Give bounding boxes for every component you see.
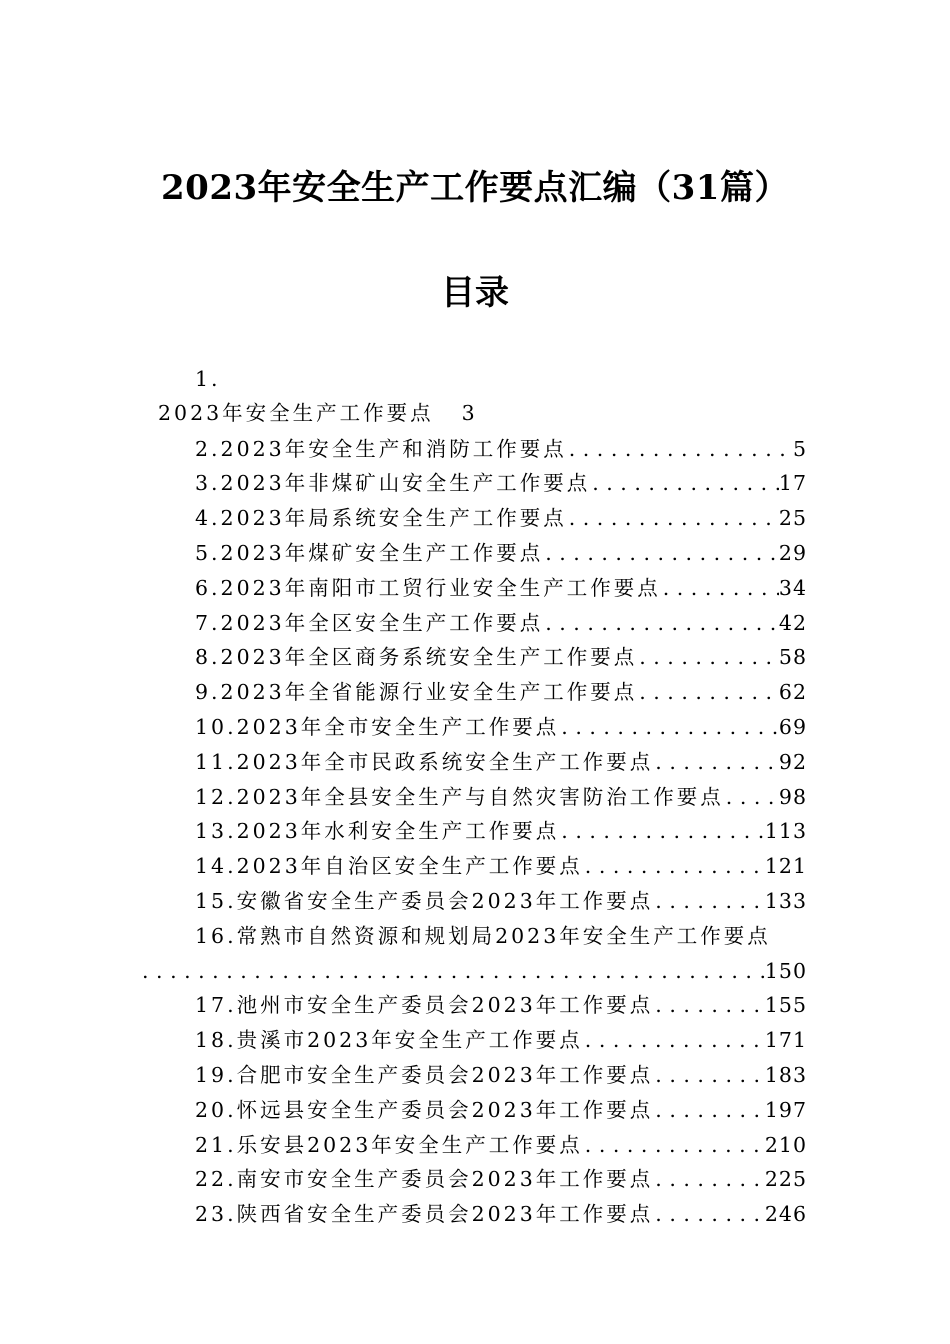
- toc-entry[interactable]: [195, 1023, 807, 1057]
- toc-entry-page: 171: [764, 1028, 807, 1053]
- toc-leader-dots: [590, 466, 779, 500]
- toc-entry-page: 42: [778, 610, 807, 635]
- toc-leader-dots: [567, 432, 793, 466]
- toc-entry-page: 133: [764, 889, 807, 913]
- toc-entry-page: 17: [778, 471, 807, 496]
- toc-leader-dots: [559, 814, 765, 848]
- toc-leader-dots: [661, 571, 779, 605]
- toc-entry-title: 17.池州市安全生产委员会2023年工作要点: [195, 993, 654, 1018]
- toc-entry-title: 12.2023年全县安全生产与自然灾害防治工作要点: [195, 784, 724, 809]
- toc-leader-dots: [583, 1128, 765, 1162]
- toc-leader-dots: [724, 780, 779, 814]
- toc-entry-page: 25: [778, 506, 807, 531]
- toc-entry-wrapped-page-line[interactable]: [140, 954, 807, 988]
- toc-entry[interactable]: [195, 501, 807, 535]
- toc-entry-wrapped-title-line[interactable]: [195, 919, 807, 953]
- toc-entry[interactable]: [195, 640, 807, 674]
- toc-entry[interactable]: [195, 1197, 807, 1231]
- toc-entry[interactable]: [195, 536, 807, 570]
- toc-leader-dots: [653, 988, 765, 1022]
- toc-entry[interactable]: [195, 1093, 807, 1127]
- toc-entry-title: 10.2023年全市安全生产工作要点: [195, 715, 560, 739]
- toc-leader-dots: [559, 710, 779, 744]
- toc-entry[interactable]: [195, 745, 807, 779]
- toc-entry-title: 13.2023年水利安全生产工作要点: [195, 819, 560, 844]
- toc-entry-page: 197: [764, 1097, 807, 1122]
- toc-entry-page: 62: [778, 680, 807, 705]
- toc-entry[interactable]: [195, 710, 807, 744]
- toc-entry-page: 246: [764, 1202, 807, 1227]
- toc-entry-title: 23.陕西省安全生产委员会2023年工作要点: [195, 1202, 654, 1227]
- toc-leader-dots: [543, 536, 779, 570]
- toc-entry[interactable]: [195, 606, 807, 640]
- toc-entry-number: 1.: [195, 367, 221, 391]
- toc-entry-title: 11.2023年全市民政系统安全生产工作要点: [195, 749, 654, 774]
- toc-entry-page: 155: [764, 993, 807, 1018]
- toc-entry[interactable]: [195, 814, 807, 848]
- toc-entry-title: 2023年安全生产工作要点: [158, 401, 434, 425]
- toc-entry[interactable]: [195, 466, 807, 500]
- toc-entry-page: 113: [764, 819, 807, 844]
- toc-leader-dots: [653, 745, 779, 779]
- toc-leader-dots: [653, 884, 765, 918]
- toc-leader-dots: [543, 606, 779, 640]
- toc-leader-dots: [140, 954, 765, 988]
- toc-entry-page: 210: [764, 1132, 807, 1157]
- toc-leader-dots: [637, 675, 779, 709]
- toc-entry-page: 5: [792, 436, 807, 461]
- toc-entry-page: 29: [778, 541, 807, 565]
- toc-leader-dots: [583, 1023, 765, 1057]
- toc-leader-dots: [653, 1058, 765, 1092]
- toc-entry-page: 98: [778, 784, 807, 809]
- toc-entry[interactable]: [195, 1162, 807, 1196]
- toc-entry[interactable]: [195, 884, 807, 918]
- toc-entry-page: 225: [764, 1167, 807, 1192]
- toc-entry-title: 14.2023年自治区安全生产工作要点: [195, 854, 583, 879]
- toc-entry[interactable]: [195, 849, 807, 883]
- toc-entry-title: 22.南安市安全生产委员会2023年工作要点: [195, 1167, 654, 1192]
- toc-entry-page: 58: [778, 645, 807, 670]
- toc-leader-dots: [637, 640, 779, 674]
- toc-entry-title: 4.2023年局系统安全生产工作要点: [195, 506, 567, 531]
- toc-entry-title: 18.贵溪市2023年安全生产工作要点: [195, 1028, 583, 1053]
- toc-leader-dots: [583, 849, 765, 883]
- toc-entry-page: 92: [778, 749, 807, 774]
- toc-entry[interactable]: [195, 675, 807, 709]
- document-title: 2023年安全生产工作要点汇编（31篇）: [161, 168, 789, 208]
- toc-leader-dots: [653, 1197, 765, 1231]
- toc-leader-dots: [653, 1093, 765, 1127]
- toc-entry[interactable]: [195, 432, 807, 466]
- toc-entry-title: 8.2023年全区商务系统安全生产工作要点: [195, 645, 638, 670]
- toc-entry[interactable]: [195, 571, 807, 605]
- toc-leader-dots: [567, 501, 779, 535]
- toc-entry-page: 150: [764, 958, 807, 983]
- toc-entry-title: 16.常熟市自然资源和规划局2023年安全生产工作要点: [195, 923, 771, 948]
- toc-entry-title: 19.合肥市安全生产委员会2023年工作要点: [195, 1063, 654, 1087]
- toc-entry-title: 9.2023年全省能源行业安全生产工作要点: [195, 680, 638, 705]
- toc-entry-page: 183: [764, 1063, 807, 1087]
- toc-heading: 目录: [441, 273, 509, 313]
- toc-entry-title: 6.2023年南阳市工贸行业安全生产工作要点: [195, 575, 661, 600]
- toc-entry-page: 121: [764, 854, 807, 879]
- toc-entry-title: 20.怀远县安全生产委员会2023年工作要点: [195, 1097, 654, 1122]
- toc-leader-dots: [653, 1162, 765, 1196]
- toc-entry-1-title-line[interactable]: [158, 396, 818, 430]
- toc-entry-page: 69: [778, 715, 807, 739]
- toc-entry-1-number-line[interactable]: [195, 362, 815, 396]
- toc-entry-title: 3.2023年非煤矿山安全生产工作要点: [195, 471, 591, 496]
- toc-entry-page: 3: [461, 401, 476, 425]
- toc-entry[interactable]: [195, 1128, 807, 1162]
- toc-entry-title: 15.安徽省安全生产委员会2023年工作要点: [195, 889, 654, 913]
- toc-entry-title: 2.2023年安全生产和消防工作要点: [195, 436, 567, 461]
- toc-entry[interactable]: [195, 780, 807, 814]
- toc-entry-title: 7.2023年全区安全生产工作要点: [195, 610, 544, 635]
- toc-entry-page: 34: [778, 575, 807, 600]
- toc-entry-title: 21.乐安县2023年安全生产工作要点: [195, 1132, 583, 1157]
- toc-entry[interactable]: [195, 1058, 807, 1092]
- toc-entry-title: 5.2023年煤矿安全生产工作要点: [195, 541, 544, 565]
- toc-entry[interactable]: [195, 988, 807, 1022]
